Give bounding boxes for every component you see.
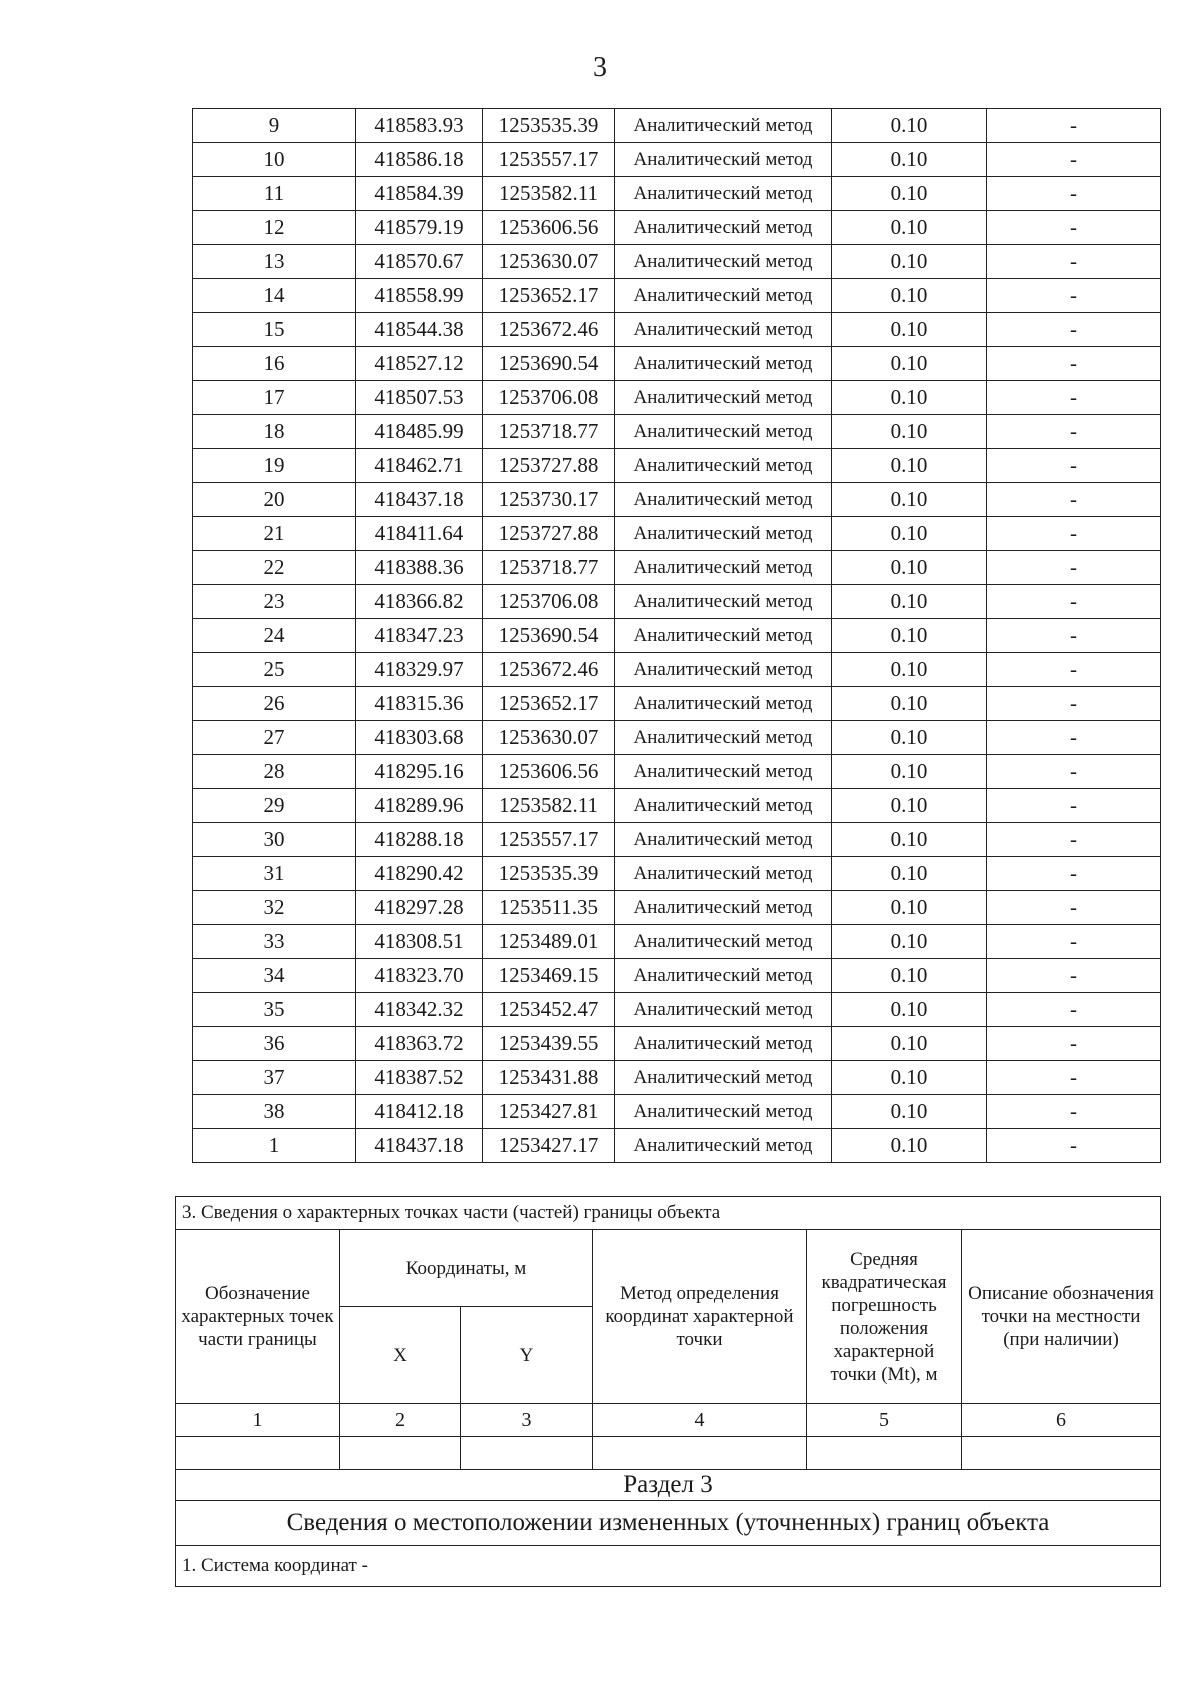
coord-y-cell: 1253630.07 xyxy=(483,245,615,279)
empty-cell xyxy=(807,1437,962,1470)
coord-y-cell: 1253727.88 xyxy=(483,517,615,551)
method-cell: Аналитический метод xyxy=(615,789,832,823)
coord-y-cell: 1253606.56 xyxy=(483,211,615,245)
description-cell: - xyxy=(987,653,1161,687)
description-cell: - xyxy=(987,211,1161,245)
description-cell: - xyxy=(987,619,1161,653)
empty-cell xyxy=(593,1437,807,1470)
coord-x-cell: 418485.99 xyxy=(356,415,483,449)
point-number-cell: 38 xyxy=(193,1095,356,1129)
table-row xyxy=(193,891,1161,925)
table-row xyxy=(193,483,1161,517)
method-cell: Аналитический метод xyxy=(615,109,832,143)
error-cell: 0.10 xyxy=(832,1061,987,1095)
point-number-cell: 15 xyxy=(193,313,356,347)
point-number-cell: 16 xyxy=(193,347,356,381)
coord-y-cell: 1253672.46 xyxy=(483,313,615,347)
page-number: 3 xyxy=(593,52,607,83)
table-row xyxy=(193,755,1161,789)
description-cell: - xyxy=(987,449,1161,483)
table-row xyxy=(193,823,1161,857)
description-cell: - xyxy=(987,721,1161,755)
description-cell: - xyxy=(987,585,1161,619)
error-cell: 0.10 xyxy=(832,551,987,585)
coord-x-cell: 418462.71 xyxy=(356,449,483,483)
description-cell: - xyxy=(987,109,1161,143)
coord-y-cell: 1253606.56 xyxy=(483,755,615,789)
coord-y-cell: 1253652.17 xyxy=(483,687,615,721)
coord-x-cell: 418387.52 xyxy=(356,1061,483,1095)
coord-x-cell: 418342.32 xyxy=(356,993,483,1027)
table-row xyxy=(193,381,1161,415)
coord-y-cell: 1253452.47 xyxy=(483,993,615,1027)
table-row xyxy=(193,211,1161,245)
section-caption: 3. Сведения о характерных точках части (частей) границы объекта xyxy=(176,1197,1161,1230)
coord-x-cell: 418366.82 xyxy=(356,585,483,619)
point-number-cell: 26 xyxy=(193,687,356,721)
error-cell: 0.10 xyxy=(832,109,987,143)
column-number: 2 xyxy=(340,1404,461,1437)
error-cell: 0.10 xyxy=(832,381,987,415)
error-cell: 0.10 xyxy=(832,415,987,449)
coord-x-cell: 418507.53 xyxy=(356,381,483,415)
method-cell: Аналитический метод xyxy=(615,177,832,211)
error-cell: 0.10 xyxy=(832,721,987,755)
point-number-cell: 1 xyxy=(193,1129,356,1163)
point-number-cell: 9 xyxy=(193,109,356,143)
error-cell: 0.10 xyxy=(832,211,987,245)
point-number-cell: 11 xyxy=(193,177,356,211)
coord-y-cell: 1253652.17 xyxy=(483,279,615,313)
point-number-cell: 23 xyxy=(193,585,356,619)
error-cell: 0.10 xyxy=(832,347,987,381)
method-cell: Аналитический метод xyxy=(615,823,832,857)
table-row xyxy=(193,177,1161,211)
description-cell: - xyxy=(987,891,1161,925)
description-cell: - xyxy=(987,279,1161,313)
coord-y-cell: 1253672.46 xyxy=(483,653,615,687)
boundary-points-table xyxy=(192,108,1161,1163)
method-cell: Аналитический метод xyxy=(615,585,832,619)
method-cell: Аналитический метод xyxy=(615,1061,832,1095)
error-cell: 0.10 xyxy=(832,789,987,823)
table-row xyxy=(193,619,1161,653)
method-cell: Аналитический метод xyxy=(615,143,832,177)
coord-x-cell: 418347.23 xyxy=(356,619,483,653)
table-row xyxy=(193,143,1161,177)
coord-y-cell: 1253718.77 xyxy=(483,415,615,449)
coord-y-cell: 1253535.39 xyxy=(483,857,615,891)
point-number-cell: 17 xyxy=(193,381,356,415)
table-row xyxy=(193,313,1161,347)
coord-y-cell: 1253582.11 xyxy=(483,177,615,211)
description-cell: - xyxy=(987,381,1161,415)
point-number-cell: 22 xyxy=(193,551,356,585)
coord-x-cell: 418329.97 xyxy=(356,653,483,687)
table-row xyxy=(193,517,1161,551)
coord-x-cell: 418558.99 xyxy=(356,279,483,313)
coord-x-cell: 418584.39 xyxy=(356,177,483,211)
table-row xyxy=(193,653,1161,687)
coord-x-cell: 418583.93 xyxy=(356,109,483,143)
empty-cell xyxy=(176,1437,340,1470)
coord-y-cell: 1253557.17 xyxy=(483,823,615,857)
description-cell: - xyxy=(987,245,1161,279)
method-cell: Аналитический метод xyxy=(615,1095,832,1129)
table-row xyxy=(193,857,1161,891)
table-row xyxy=(193,109,1161,143)
table-row xyxy=(193,789,1161,823)
table-row xyxy=(193,1027,1161,1061)
description-cell: - xyxy=(987,789,1161,823)
coord-x-cell: 418570.67 xyxy=(356,245,483,279)
point-number-cell: 12 xyxy=(193,211,356,245)
point-number-cell: 34 xyxy=(193,959,356,993)
method-cell: Аналитический метод xyxy=(615,415,832,449)
point-number-cell: 29 xyxy=(193,789,356,823)
error-cell: 0.10 xyxy=(832,517,987,551)
point-number-cell: 13 xyxy=(193,245,356,279)
razdel-subtitle: Сведения о местоположении измененных (уточненных) границ объекта xyxy=(176,1501,1161,1546)
error-cell: 0.10 xyxy=(832,1129,987,1163)
coord-y-cell: 1253727.88 xyxy=(483,449,615,483)
column-number: 1 xyxy=(176,1404,340,1437)
method-cell: Аналитический метод xyxy=(615,721,832,755)
coord-x-cell: 418388.36 xyxy=(356,551,483,585)
boundary-points-body xyxy=(193,109,1161,1163)
description-cell: - xyxy=(987,823,1161,857)
point-number-cell: 28 xyxy=(193,755,356,789)
error-cell: 0.10 xyxy=(832,1027,987,1061)
table-row xyxy=(193,415,1161,449)
point-number-cell: 21 xyxy=(193,517,356,551)
column-number: 6 xyxy=(962,1404,1161,1437)
method-cell: Аналитический метод xyxy=(615,993,832,1027)
error-cell: 0.10 xyxy=(832,585,987,619)
point-number-cell: 37 xyxy=(193,1061,356,1095)
point-number-cell: 25 xyxy=(193,653,356,687)
description-cell: - xyxy=(987,993,1161,1027)
column-number: 3 xyxy=(461,1404,593,1437)
coord-x-cell: 418527.12 xyxy=(356,347,483,381)
header-description: Описание обозначения точки на местности (при наличии) xyxy=(962,1230,1161,1404)
method-cell: Аналитический метод xyxy=(615,551,832,585)
description-cell: - xyxy=(987,1129,1161,1163)
error-cell: 0.10 xyxy=(832,959,987,993)
table-row xyxy=(193,347,1161,381)
method-cell: Аналитический метод xyxy=(615,313,832,347)
coord-x-cell: 418295.16 xyxy=(356,755,483,789)
error-cell: 0.10 xyxy=(832,313,987,347)
coord-x-cell: 418290.42 xyxy=(356,857,483,891)
description-cell: - xyxy=(987,1095,1161,1129)
table-row xyxy=(193,245,1161,279)
point-number-cell: 31 xyxy=(193,857,356,891)
point-number-cell: 20 xyxy=(193,483,356,517)
coord-x-cell: 418579.19 xyxy=(356,211,483,245)
description-cell: - xyxy=(987,1027,1161,1061)
coord-x-cell: 418411.64 xyxy=(356,517,483,551)
description-cell: - xyxy=(987,755,1161,789)
table-row xyxy=(193,721,1161,755)
error-cell: 0.10 xyxy=(832,653,987,687)
razdel-title: Раздел 3 xyxy=(176,1470,1161,1501)
method-cell: Аналитический метод xyxy=(615,483,832,517)
coord-y-cell: 1253427.17 xyxy=(483,1129,615,1163)
point-number-cell: 14 xyxy=(193,279,356,313)
description-cell: - xyxy=(987,551,1161,585)
error-cell: 0.10 xyxy=(832,177,987,211)
error-cell: 0.10 xyxy=(832,619,987,653)
method-cell: Аналитический метод xyxy=(615,245,832,279)
point-number-cell: 36 xyxy=(193,1027,356,1061)
coord-x-cell: 418303.68 xyxy=(356,721,483,755)
column-number: 4 xyxy=(593,1404,807,1437)
coord-x-cell: 418288.18 xyxy=(356,823,483,857)
coord-x-cell: 418308.51 xyxy=(356,925,483,959)
error-cell: 0.10 xyxy=(832,925,987,959)
error-cell: 0.10 xyxy=(832,823,987,857)
coord-y-cell: 1253535.39 xyxy=(483,109,615,143)
error-cell: 0.10 xyxy=(832,857,987,891)
coord-y-cell: 1253582.11 xyxy=(483,789,615,823)
method-cell: Аналитический метод xyxy=(615,279,832,313)
coord-y-cell: 1253706.08 xyxy=(483,381,615,415)
method-cell: Аналитический метод xyxy=(615,687,832,721)
method-cell: Аналитический метод xyxy=(615,653,832,687)
table-row xyxy=(193,687,1161,721)
table-row xyxy=(193,585,1161,619)
description-cell: - xyxy=(987,347,1161,381)
error-cell: 0.10 xyxy=(832,687,987,721)
description-cell: - xyxy=(987,959,1161,993)
column-number: 5 xyxy=(807,1404,962,1437)
description-cell: - xyxy=(987,1061,1161,1095)
error-cell: 0.10 xyxy=(832,449,987,483)
empty-cell xyxy=(340,1437,461,1470)
error-cell: 0.10 xyxy=(832,245,987,279)
table-row xyxy=(193,925,1161,959)
point-number-cell: 33 xyxy=(193,925,356,959)
coord-x-cell: 418544.38 xyxy=(356,313,483,347)
method-cell: Аналитический метод xyxy=(615,1027,832,1061)
point-number-cell: 35 xyxy=(193,993,356,1027)
error-cell: 0.10 xyxy=(832,143,987,177)
table-row xyxy=(193,1061,1161,1095)
coord-x-cell: 418323.70 xyxy=(356,959,483,993)
coord-y-cell: 1253511.35 xyxy=(483,891,615,925)
description-cell: - xyxy=(987,687,1161,721)
point-number-cell: 19 xyxy=(193,449,356,483)
description-cell: - xyxy=(987,177,1161,211)
coord-y-cell: 1253489.01 xyxy=(483,925,615,959)
coord-x-cell: 418289.96 xyxy=(356,789,483,823)
coordinate-system: 1. Система координат - xyxy=(176,1546,1161,1587)
point-number-cell: 24 xyxy=(193,619,356,653)
description-cell: - xyxy=(987,925,1161,959)
method-cell: Аналитический метод xyxy=(615,1129,832,1163)
method-cell: Аналитический метод xyxy=(615,381,832,415)
coord-x-cell: 418315.36 xyxy=(356,687,483,721)
header-x: X xyxy=(340,1307,461,1404)
method-cell: Аналитический метод xyxy=(615,891,832,925)
coord-y-cell: 1253630.07 xyxy=(483,721,615,755)
error-cell: 0.10 xyxy=(832,279,987,313)
empty-cell xyxy=(962,1437,1161,1470)
description-cell: - xyxy=(987,483,1161,517)
method-cell: Аналитический метод xyxy=(615,517,832,551)
table-row xyxy=(193,959,1161,993)
method-cell: Аналитический метод xyxy=(615,857,832,891)
coord-x-cell: 418586.18 xyxy=(356,143,483,177)
coord-y-cell: 1253690.54 xyxy=(483,619,615,653)
method-cell: Аналитический метод xyxy=(615,959,832,993)
point-number-cell: 10 xyxy=(193,143,356,177)
table-row xyxy=(193,449,1161,483)
error-cell: 0.10 xyxy=(832,755,987,789)
point-number-cell: 30 xyxy=(193,823,356,857)
coord-x-cell: 418437.18 xyxy=(356,1129,483,1163)
table-row xyxy=(193,279,1161,313)
coord-y-cell: 1253431.88 xyxy=(483,1061,615,1095)
error-cell: 0.10 xyxy=(832,1095,987,1129)
table-row xyxy=(193,1095,1161,1129)
header-designation: Обозначение характерных точек части границы xyxy=(176,1230,340,1404)
coord-y-cell: 1253439.55 xyxy=(483,1027,615,1061)
header-error: Средняя квадратическая погрешность положения характерной точки (Mt), м xyxy=(807,1230,962,1404)
coord-y-cell: 1253427.81 xyxy=(483,1095,615,1129)
method-cell: Аналитический метод xyxy=(615,925,832,959)
method-cell: Аналитический метод xyxy=(615,211,832,245)
error-cell: 0.10 xyxy=(832,993,987,1027)
coord-y-cell: 1253690.54 xyxy=(483,347,615,381)
description-cell: - xyxy=(987,313,1161,347)
table-row xyxy=(193,993,1161,1027)
method-cell: Аналитический метод xyxy=(615,347,832,381)
table-row xyxy=(193,551,1161,585)
method-cell: Аналитический метод xyxy=(615,619,832,653)
part-boundary-section xyxy=(175,1196,1161,1587)
coord-y-cell: 1253730.17 xyxy=(483,483,615,517)
point-number-cell: 18 xyxy=(193,415,356,449)
coord-y-cell: 1253469.15 xyxy=(483,959,615,993)
table-row xyxy=(193,1129,1161,1163)
error-cell: 0.10 xyxy=(832,891,987,925)
method-cell: Аналитический метод xyxy=(615,755,832,789)
coord-x-cell: 418437.18 xyxy=(356,483,483,517)
description-cell: - xyxy=(987,143,1161,177)
coord-x-cell: 418363.72 xyxy=(356,1027,483,1061)
method-cell: Аналитический метод xyxy=(615,449,832,483)
coord-x-cell: 418412.18 xyxy=(356,1095,483,1129)
description-cell: - xyxy=(987,415,1161,449)
header-method: Метод определения координат характерной точки xyxy=(593,1230,807,1404)
error-cell: 0.10 xyxy=(832,483,987,517)
coord-x-cell: 418297.28 xyxy=(356,891,483,925)
point-number-cell: 27 xyxy=(193,721,356,755)
coord-y-cell: 1253557.17 xyxy=(483,143,615,177)
description-cell: - xyxy=(987,857,1161,891)
point-number-cell: 32 xyxy=(193,891,356,925)
header-y: Y xyxy=(461,1307,593,1404)
header-coordinates: Координаты, м xyxy=(340,1230,593,1307)
empty-cell xyxy=(461,1437,593,1470)
description-cell: - xyxy=(987,517,1161,551)
coord-y-cell: 1253706.08 xyxy=(483,585,615,619)
coord-y-cell: 1253718.77 xyxy=(483,551,615,585)
